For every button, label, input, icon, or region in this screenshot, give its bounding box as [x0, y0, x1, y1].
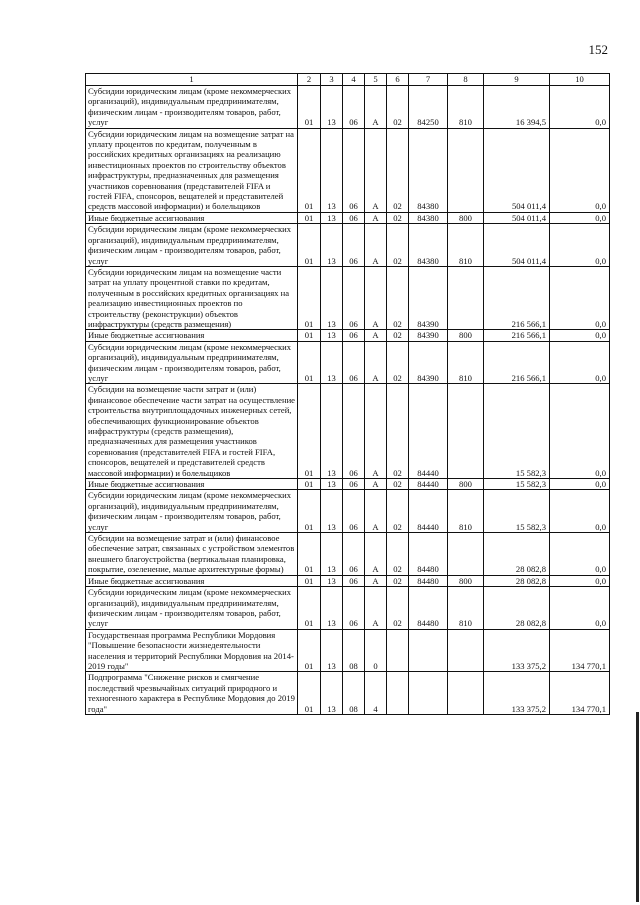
row-value-cell: 13 — [321, 266, 343, 329]
row-value-cell: 84480 — [409, 587, 448, 630]
table-row — [86, 384, 610, 479]
row-name-cell: Субсидии юридическим лицам (кроме некоммерческих организаций), индивидуальным предпринимателям, физическим лицам - производителям товаров, работ, услуг — [86, 86, 298, 129]
header-cell: 1 — [86, 74, 298, 86]
row-value-cell — [387, 672, 409, 715]
row-value-cell: 0,0 — [550, 490, 610, 533]
row-value-cell: 84390 — [409, 266, 448, 329]
row-value-cell: 810 — [448, 224, 484, 267]
row-value-cell: 28 082,8 — [484, 587, 550, 630]
row-value-cell: 800 — [448, 212, 484, 223]
row-value-cell: 06 — [343, 575, 365, 586]
row-value-cell: А — [365, 212, 387, 223]
row-value-cell: 0 — [365, 629, 387, 672]
table-row — [86, 128, 610, 212]
row-value-cell: 800 — [448, 330, 484, 341]
row-value-cell: 13 — [321, 533, 343, 576]
row-value-cell: 02 — [387, 212, 409, 223]
row-value-cell: 06 — [343, 212, 365, 223]
row-value-cell: А — [365, 224, 387, 267]
row-name-cell: Иные бюджетные ассигнования — [86, 575, 298, 586]
row-name-cell: Иные бюджетные ассигнования — [86, 330, 298, 341]
table-row — [86, 341, 610, 384]
table-row — [86, 490, 610, 533]
row-value-cell: 0,0 — [550, 266, 610, 329]
row-name-cell: Субсидии юридическим лицам на возмещение части затрат на уплату процентной ставки по кредитам, полученным в российских кредитных организациях на реализацию инвестиционных проектов по строительству (реконструкции) объектов инфраструктуры (средств размещения) — [86, 266, 298, 329]
row-value-cell: 84440 — [409, 384, 448, 479]
row-value-cell — [409, 672, 448, 715]
row-value-cell: 16 394,5 — [484, 86, 550, 129]
row-value-cell: 01 — [298, 330, 321, 341]
row-value-cell: 06 — [343, 587, 365, 630]
row-value-cell — [448, 629, 484, 672]
row-value-cell: 15 582,3 — [484, 479, 550, 490]
row-value-cell: 01 — [298, 533, 321, 576]
row-value-cell: А — [365, 575, 387, 586]
row-value-cell: 08 — [343, 672, 365, 715]
row-value-cell: 810 — [448, 341, 484, 384]
row-name-cell: Субсидии на возмещение части затрат и (или) финансовое обеспечение части затрат на осуществление строительства внутриплощадочных инженерных сетей, обеспечивающих функционирование объектов инфраструктуры (средств размещения), предназначенных для размещения участников соревнования (представителей FIFA и гостей FIFA, спонсоров, вещателей и представителей средств массовой информации) и болельщиков — [86, 384, 298, 479]
row-value-cell: 15 582,3 — [484, 490, 550, 533]
row-name-cell: Иные бюджетные ассигнования — [86, 212, 298, 223]
row-value-cell: 84250 — [409, 86, 448, 129]
row-value-cell: 02 — [387, 266, 409, 329]
table-row — [86, 86, 610, 129]
table-row — [86, 330, 610, 341]
row-value-cell — [448, 384, 484, 479]
row-value-cell — [387, 629, 409, 672]
row-value-cell: 84380 — [409, 212, 448, 223]
row-value-cell: 133 375,2 — [484, 629, 550, 672]
row-value-cell: 0,0 — [550, 224, 610, 267]
row-value-cell: 02 — [387, 86, 409, 129]
row-value-cell: 06 — [343, 384, 365, 479]
row-value-cell: 0,0 — [550, 479, 610, 490]
row-value-cell: 15 582,3 — [484, 384, 550, 479]
row-value-cell: 216 566,1 — [484, 330, 550, 341]
row-value-cell: 84440 — [409, 490, 448, 533]
row-value-cell: 800 — [448, 479, 484, 490]
row-value-cell: 01 — [298, 575, 321, 586]
table-row — [86, 629, 610, 672]
budget-table — [85, 73, 610, 715]
row-value-cell: 504 011,4 — [484, 212, 550, 223]
row-value-cell: 13 — [321, 224, 343, 267]
row-value-cell: 810 — [448, 587, 484, 630]
row-name-cell: Подпрограмма "Снижение рисков и смягчение последствий чрезвычайных ситуаций природного и техногенного характера в Республике Мордовия до 2019 года" — [86, 672, 298, 715]
row-value-cell: 0,0 — [550, 341, 610, 384]
row-value-cell: 06 — [343, 490, 365, 533]
row-value-cell: 06 — [343, 266, 365, 329]
row-value-cell: 06 — [343, 224, 365, 267]
scan-edge-mark — [636, 712, 639, 902]
row-name-cell: Субсидии на возмещение затрат и (или) финансовое обеспечение затрат, связанных с устройством элементов внешнего благоустройства (вертикальная планировка, покрытие, озеленение, малые архитектурные формы) — [86, 533, 298, 576]
row-value-cell: 02 — [387, 384, 409, 479]
row-value-cell: 84380 — [409, 128, 448, 212]
row-value-cell: 01 — [298, 490, 321, 533]
row-value-cell: А — [365, 330, 387, 341]
row-value-cell: 84390 — [409, 341, 448, 384]
row-value-cell: 06 — [343, 533, 365, 576]
row-value-cell: 02 — [387, 128, 409, 212]
row-value-cell: 13 — [321, 479, 343, 490]
row-value-cell: 504 011,4 — [484, 128, 550, 212]
row-value-cell: А — [365, 86, 387, 129]
row-value-cell: А — [365, 384, 387, 479]
row-value-cell: 800 — [448, 575, 484, 586]
header-cell: 2 — [298, 74, 321, 86]
header-cell: 7 — [409, 74, 448, 86]
row-value-cell: А — [365, 533, 387, 576]
row-value-cell: 504 011,4 — [484, 224, 550, 267]
row-value-cell: 02 — [387, 575, 409, 586]
row-value-cell: 0,0 — [550, 86, 610, 129]
row-value-cell: 06 — [343, 86, 365, 129]
table-row — [86, 224, 610, 267]
row-name-cell: Субсидии юридическим лицам (кроме некоммерческих организаций), индивидуальным предпринимателям, физическим лицам - производителям товаров, работ, услуг — [86, 341, 298, 384]
row-value-cell — [448, 672, 484, 715]
row-value-cell: 133 375,2 — [484, 672, 550, 715]
table-row — [86, 212, 610, 223]
row-value-cell: 13 — [321, 490, 343, 533]
header-cell: 9 — [484, 74, 550, 86]
row-value-cell: 01 — [298, 384, 321, 479]
row-value-cell: 06 — [343, 341, 365, 384]
row-value-cell: 02 — [387, 224, 409, 267]
row-name-cell: Иные бюджетные ассигнования — [86, 479, 298, 490]
row-value-cell: 02 — [387, 479, 409, 490]
row-value-cell: 84380 — [409, 224, 448, 267]
row-value-cell: 01 — [298, 629, 321, 672]
row-value-cell: 02 — [387, 341, 409, 384]
row-name-cell: Субсидии юридическим лицам (кроме некоммерческих организаций), индивидуальным предпринимателям, физическим лицам - производителям товаров, работ, услуг — [86, 224, 298, 267]
row-value-cell: А — [365, 479, 387, 490]
table-row — [86, 266, 610, 329]
row-value-cell: 01 — [298, 212, 321, 223]
row-value-cell: 0,0 — [550, 587, 610, 630]
row-value-cell: 134 770,1 — [550, 672, 610, 715]
row-value-cell: 01 — [298, 672, 321, 715]
row-value-cell: 28 082,8 — [484, 575, 550, 586]
row-value-cell — [448, 128, 484, 212]
row-value-cell: 13 — [321, 629, 343, 672]
row-value-cell: 13 — [321, 341, 343, 384]
row-value-cell: 13 — [321, 212, 343, 223]
row-value-cell: 84480 — [409, 533, 448, 576]
table-row — [86, 575, 610, 586]
row-value-cell: 13 — [321, 384, 343, 479]
table-row — [86, 672, 610, 715]
row-value-cell: 84480 — [409, 575, 448, 586]
row-value-cell: 0,0 — [550, 128, 610, 212]
row-value-cell: 02 — [387, 533, 409, 576]
row-value-cell: 0,0 — [550, 384, 610, 479]
row-value-cell: 13 — [321, 575, 343, 586]
row-value-cell: А — [365, 266, 387, 329]
row-value-cell: 13 — [321, 587, 343, 630]
row-value-cell — [409, 629, 448, 672]
header-cell: 5 — [365, 74, 387, 86]
row-value-cell: 0,0 — [550, 533, 610, 576]
row-value-cell: 06 — [343, 128, 365, 212]
row-value-cell: 01 — [298, 86, 321, 129]
row-value-cell: 13 — [321, 86, 343, 129]
row-value-cell: 0,0 — [550, 212, 610, 223]
row-value-cell: 01 — [298, 266, 321, 329]
row-value-cell: 810 — [448, 490, 484, 533]
row-value-cell: А — [365, 587, 387, 630]
row-value-cell: 13 — [321, 330, 343, 341]
header-cell: 4 — [343, 74, 365, 86]
page-number: 152 — [588, 42, 608, 57]
row-value-cell: 810 — [448, 86, 484, 129]
table-row — [86, 587, 610, 630]
table-header-row — [86, 74, 610, 86]
row-value-cell: 134 770,1 — [550, 629, 610, 672]
row-value-cell: 0,0 — [550, 330, 610, 341]
row-name-cell: Государственная программа Республики Мордовия "Повышение безопасности жизнедеятельности населения и территорий Республики Мордовия на 2014-2019 годы" — [86, 629, 298, 672]
row-value-cell: 02 — [387, 490, 409, 533]
row-value-cell: А — [365, 128, 387, 212]
row-name-cell: Субсидии юридическим лицам (кроме некоммерческих организаций), индивидуальным предпринимателям, физическим лицам - производителям товаров, работ, услуг — [86, 587, 298, 630]
table-row — [86, 533, 610, 576]
row-value-cell: 02 — [387, 330, 409, 341]
row-value-cell: 0,0 — [550, 575, 610, 586]
table-row — [86, 479, 610, 490]
row-value-cell: 06 — [343, 330, 365, 341]
row-name-cell: Субсидии юридическим лицам на возмещение затрат на уплату процентов по кредитам, полученным в российских кредитных организациях на реализацию инвестиционных проектов по строительству объектов инфраструктуры, предназначенных для размещения участников соревнования (представителей FIFA и гостей FIFA, спонсоров, вещателей и представителей средств массовой информации) и болельщиков — [86, 128, 298, 212]
row-value-cell: 13 — [321, 672, 343, 715]
row-value-cell: 28 082,8 — [484, 533, 550, 576]
header-cell: 10 — [550, 74, 610, 86]
row-value-cell: 216 566,1 — [484, 266, 550, 329]
row-value-cell: 01 — [298, 224, 321, 267]
row-value-cell: 01 — [298, 479, 321, 490]
row-value-cell — [448, 533, 484, 576]
row-value-cell: 13 — [321, 128, 343, 212]
header-cell: 6 — [387, 74, 409, 86]
row-value-cell: 01 — [298, 587, 321, 630]
row-name-cell: Субсидии юридическим лицам (кроме некоммерческих организаций), индивидуальным предпринимателям, физическим лицам - производителям товаров, работ, услуг — [86, 490, 298, 533]
row-value-cell: 01 — [298, 128, 321, 212]
row-value-cell: 84390 — [409, 330, 448, 341]
header-cell: 8 — [448, 74, 484, 86]
row-value-cell: А — [365, 490, 387, 533]
row-value-cell — [448, 266, 484, 329]
row-value-cell: А — [365, 341, 387, 384]
row-value-cell: 01 — [298, 341, 321, 384]
row-value-cell: 08 — [343, 629, 365, 672]
row-value-cell: 06 — [343, 479, 365, 490]
row-value-cell: 216 566,1 — [484, 341, 550, 384]
row-value-cell: 02 — [387, 587, 409, 630]
header-cell: 3 — [321, 74, 343, 86]
row-value-cell: 4 — [365, 672, 387, 715]
row-value-cell: 84440 — [409, 479, 448, 490]
